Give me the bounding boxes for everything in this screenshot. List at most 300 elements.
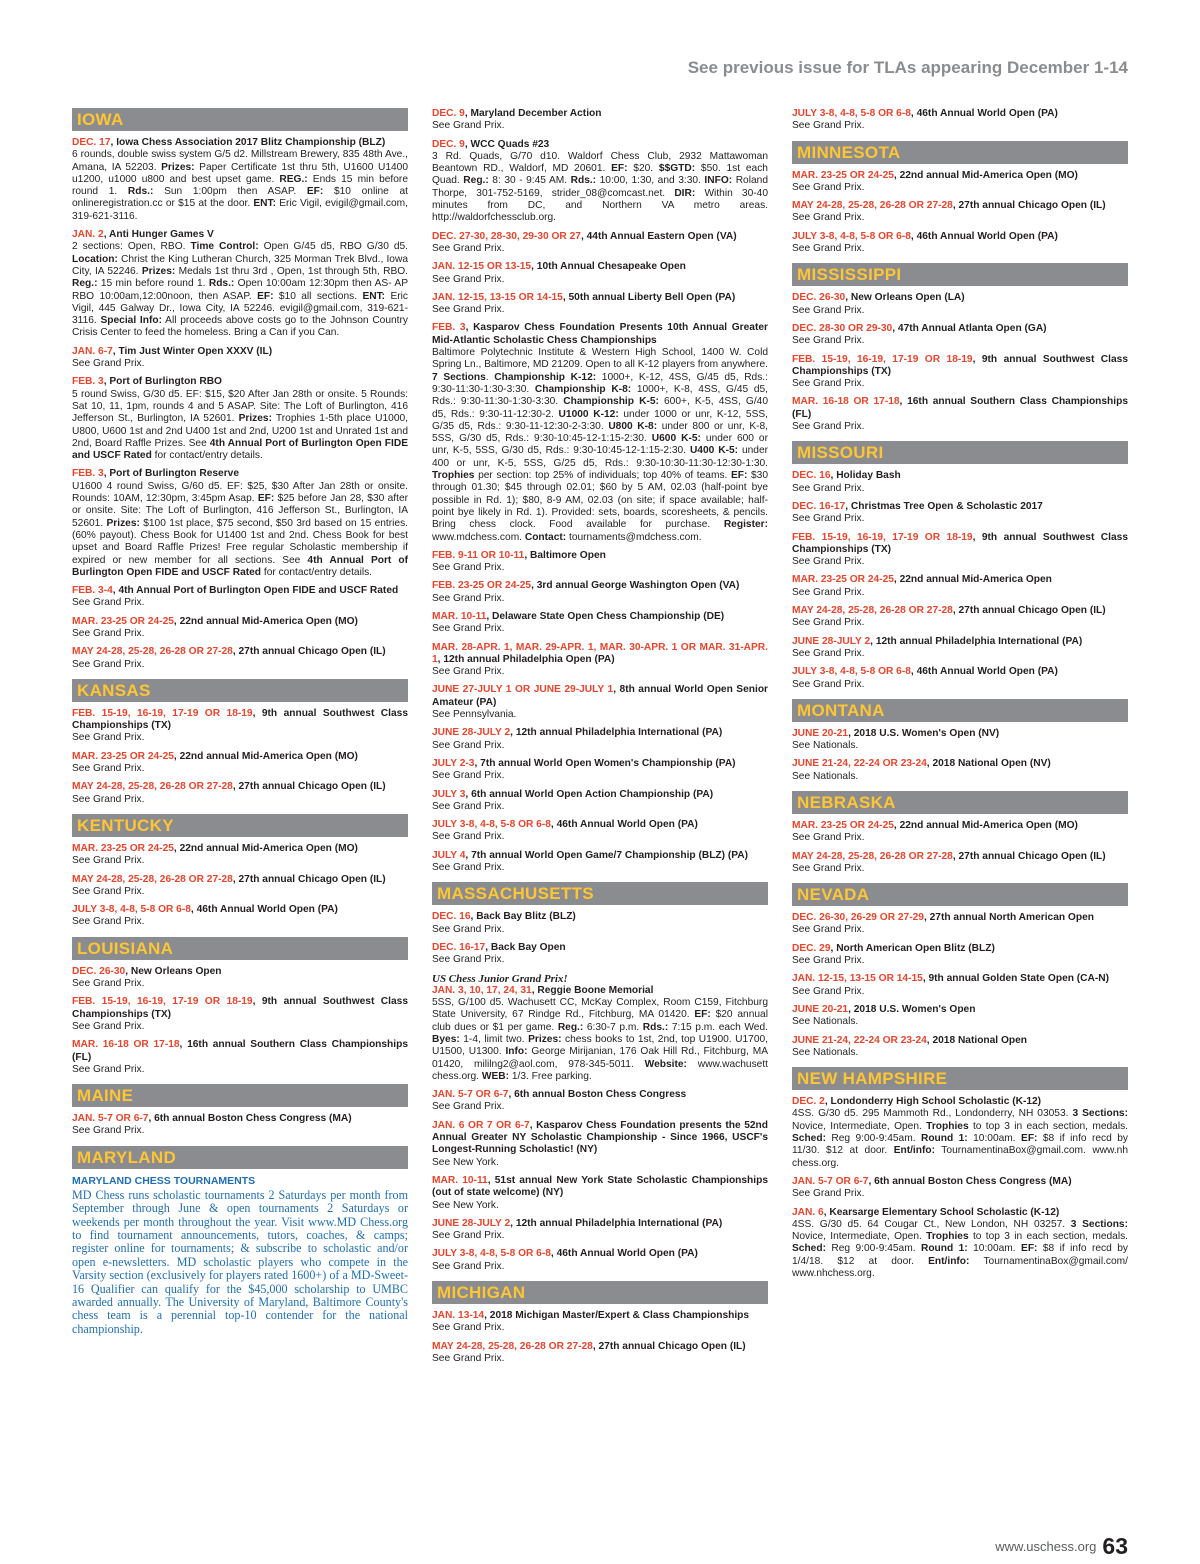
event-listing: [792, 973, 1128, 998]
event-title: Iowa Chess Association 2017 Blitz Championship (BLZ): [116, 137, 386, 148]
event-title: 6th annual Boston Chess Congress (MA): [154, 1113, 352, 1125]
event-separator: ,: [190, 904, 197, 916]
state-header: MARYLAND: [72, 1146, 408, 1169]
event-date: MAY 24-28, 25-28, 26-28 OR 27-28: [792, 605, 953, 617]
event-listing: [792, 851, 1128, 876]
detail-text: Baltimore Polytechnic Institute & Western High School, 1400 W. Cold Spring Ln., Baltimore, MD 21209. Open to all K-12 players from anywhere.: [432, 347, 768, 371]
event-title: Holiday Bash: [836, 470, 901, 482]
event-separator: ,: [531, 984, 538, 996]
detail-text: Novice, Intermediate, Open.: [792, 1231, 927, 1243]
event-listing: [792, 1004, 1128, 1029]
event-separator: ,: [232, 873, 239, 885]
detail-text: 6:30-7 p.m.: [583, 1021, 643, 1033]
event-body: See Grand Prix.: [72, 1125, 145, 1137]
page-footer: [995, 1533, 1128, 1560]
state-header: KENTUCKY: [72, 814, 408, 837]
event-body: See Grand Prix.: [72, 1063, 145, 1075]
event-separator: ,: [845, 292, 851, 304]
detail-label: REG.:: [279, 173, 308, 185]
event-separator: ,: [848, 727, 854, 739]
event-title: 46th Annual World Open (PA): [196, 904, 338, 916]
detail-text: 15 min before round 1.: [97, 278, 209, 290]
detail-text: under 800 or unr, K-8, 5SS, G/30 d5, Rds.: 9:30-10:45-12-1:15-2:30.: [432, 420, 769, 445]
event-separator: ,: [179, 1039, 188, 1051]
event-title: 46th Annual World Open (PA): [916, 666, 1058, 678]
event-separator: ,: [173, 750, 180, 762]
event-listing: [432, 1120, 768, 1169]
detail-text: .: [485, 371, 495, 383]
event-date: MAY 24-28, 25-28, 26-28 OR 27-28: [72, 873, 233, 885]
detail-text: Eric Vigil, evigil@gmail.com, 319-621-3116.: [72, 198, 408, 222]
event-separator: ,: [613, 684, 620, 696]
state-section: [792, 883, 1128, 1059]
event-date: JULY 3-8, 4-8, 5-8 OR 6-8: [432, 1248, 551, 1260]
event-body: See Grand Prix.: [432, 1101, 505, 1113]
event-title: 22nd annual Mid-America Open (MO): [899, 169, 1078, 181]
event-listing: [432, 1310, 768, 1335]
event-title: Kasparov Chess Foundation Presents 10th Annual Greater Mid-Atlantic Scholastic Chess Championships: [432, 322, 768, 346]
event-listing: [432, 684, 768, 721]
detail-label: Championship K-12:: [494, 371, 597, 383]
detail-label: Prizes:: [161, 161, 195, 173]
detail-label: INFO:: [704, 175, 733, 187]
event-separator: ,: [910, 108, 917, 119]
event-title: 2018 Michigan Master/Expert & Class Championships: [489, 1310, 750, 1322]
detail-text: Reg 9:00-9:45am.: [825, 1243, 921, 1255]
event-listing: [432, 292, 768, 317]
event-title: 2018 U.S. Women's Open: [853, 1003, 976, 1015]
event-title: Port of Burlington RBO: [109, 376, 222, 388]
detail-label: Trophies: [926, 1231, 969, 1243]
event-separator: ,: [232, 781, 239, 793]
event-separator: ,: [899, 396, 908, 408]
event-listing: [432, 942, 768, 967]
event-date: MAY 24-28, 25-28, 26-28 OR 27-28: [792, 850, 953, 862]
detail-text: 2 sections: Open, RBO.: [72, 241, 191, 253]
event-separator: ,: [926, 1034, 933, 1046]
event-details: [432, 151, 768, 225]
detail-text: Novice, Intermediate, Open.: [792, 1120, 927, 1132]
detail-label: WEB:: [481, 1070, 510, 1082]
event-date: FEB. 15-19, 16-19, 17-19 OR 18-19: [72, 707, 253, 719]
event-details: [72, 149, 408, 223]
event-date: JAN. 12-15 OR 13-15: [432, 261, 532, 273]
detail-label: U1000 K-12:: [558, 408, 619, 420]
event-body: See Grand Prix.: [72, 855, 145, 867]
event-body: See Grand Prix.: [72, 1020, 145, 1032]
event-separator: ,: [823, 1206, 830, 1218]
event-title: 27th annual Chicago Open (IL): [238, 646, 386, 658]
event-body: See Grand Prix.: [432, 1260, 505, 1272]
event-date: MAR. 16-18 OR 17-18: [792, 396, 900, 408]
event-listing: [432, 1248, 768, 1273]
event-title: 22nd annual Mid-America Open (MO): [179, 842, 358, 854]
event-date: FEB. 3: [72, 468, 104, 480]
detail-label: ENT:: [253, 198, 277, 210]
event-separator: ,: [103, 229, 110, 241]
state-section: [792, 441, 1128, 690]
event-title: 51st annual New York State Scholastic Championships (out of state welcome) (NY): [432, 1174, 768, 1199]
event-listing: [72, 229, 408, 340]
event-date: FEB. 15-19, 16-19, 17-19 OR 18-19: [792, 531, 973, 543]
event-separator: ,: [550, 1248, 557, 1260]
detail-text: to top 3 in each section, medals.: [968, 1120, 1129, 1132]
detail-text: $20.: [627, 163, 659, 175]
detail-label: Ent/info:: [893, 1145, 935, 1157]
event-date: DEC. 16-17: [792, 500, 846, 512]
detail-label: Round 1:: [920, 1243, 968, 1255]
detail-text: per section: top 25% of individuals; top 40% of teams.: [474, 470, 731, 482]
event-date: JULY 3: [432, 788, 466, 800]
event-listing: [72, 751, 408, 776]
detail-label: EF:: [257, 493, 275, 505]
event-separator: ,: [972, 531, 982, 543]
event-separator: ,: [464, 138, 471, 150]
event-title: 27th annual Chicago Open (IL): [598, 1340, 746, 1352]
event-date: MAR. 10-11: [432, 1174, 488, 1186]
detail-text: Eric Vigil, 445 Galway Dr., Iowa City, IA 52246. evigil@gmail.com, 319-621- 3116.: [72, 290, 409, 327]
event-title: 12th annual Philadelphia International (PA): [515, 727, 723, 739]
event-body: See Grand Prix.: [72, 885, 145, 897]
event-separator: ,: [562, 291, 569, 303]
event-title: Baltimore Open: [529, 549, 606, 561]
event-listing: [792, 170, 1128, 195]
event-listing: [432, 727, 768, 752]
detail-text: $20 annual club dues or $1 per game.: [432, 1009, 768, 1033]
detail-label: DIR:: [674, 187, 696, 199]
detail-text: chess books to 1st, 2nd, top U1900. U1700, U1500, U1300.: [432, 1034, 768, 1058]
detail-text: George Mirijanian, 176 Oak Hill Rd., Fitchburg, MA 01420, mililng2@aol.com, 978-345-5011.: [432, 1046, 768, 1070]
event-listing: [72, 904, 408, 929]
event-separator: ,: [437, 653, 444, 665]
event-date: JULY 3-8, 4-8, 5-8 OR 6-8: [792, 666, 911, 678]
event-title: 27th annual Chicago Open (IL): [958, 200, 1106, 212]
state-section: [792, 699, 1128, 783]
event-listing: [792, 231, 1128, 256]
event-separator: ,: [529, 1119, 537, 1131]
detail-label: Special Info:: [100, 315, 162, 327]
page-number: 63: [1102, 1533, 1128, 1559]
event-body: See Grand Prix.: [792, 924, 865, 936]
detail-label: U800 K-8:: [608, 420, 658, 432]
event-separator: ,: [910, 666, 917, 678]
event-date: FEB. 3-4: [72, 585, 113, 597]
detail-text: 600+, K-5, 4SS, G/40 d5, Rds.: 9:30-11-12:30-2.: [432, 396, 768, 420]
detail-text: $25 before Jan 28, $30 after or onsite. Site: The Loft of Burlington, 416 Jefferson St., Burlington, IA 52601.: [72, 493, 408, 529]
event-title: 44th Annual Eastern Open (VA): [586, 230, 737, 242]
event-details: [792, 1108, 1128, 1169]
event-date: DEC. 9: [432, 108, 465, 119]
event-separator: ,: [923, 912, 930, 924]
event-title: Kearsarge Elementary School Scholastic (K-12): [829, 1206, 1060, 1218]
event-listing: [432, 1089, 768, 1114]
state-header: MASSACHUSETTS: [432, 882, 768, 905]
event-separator: ,: [845, 500, 851, 512]
event-date: JULY 3-8, 4-8, 5-8 OR 6-8: [792, 108, 911, 119]
event-separator: ,: [892, 322, 898, 334]
event-date: MAY 24-28, 25-28, 26-28 OR 27-28: [432, 1340, 593, 1352]
detail-text: to top 3 in each section, medals.: [968, 1231, 1129, 1243]
detail-label: Contact:: [524, 531, 567, 543]
detail-text: $30 through 01.30; $45 through 02.01; $60 by 5 AM, 02.03 (half-point bye possible in Rd. 1); $80, 8-9 AM, 02.03 (on site; if space available; half-point bye likely in Rd. 1). Provided: sets, boards, scoresheets, & pencils. Bring chess clock. Food available for purchase.: [432, 470, 769, 531]
event-title: 27th annual Chicago Open (IL): [958, 605, 1106, 617]
state-header: MINNESOTA: [792, 141, 1128, 164]
event-title: 16th annual Southern Class Championships (FL): [792, 396, 1128, 420]
event-listing: [792, 728, 1128, 753]
event-title: 12th annual Philadelphia International (PA): [875, 635, 1083, 647]
event-listing: [72, 137, 408, 223]
event-body: See Grand Prix.: [72, 916, 145, 928]
event-body: See Nationals.: [792, 1016, 859, 1028]
event-date: MAY 24-28, 25-28, 26-28 OR 27-28: [72, 646, 233, 658]
section-subheading: MARYLAND CHESS TOURNAMENTS: [72, 1174, 256, 1187]
event-listing: [432, 322, 768, 543]
event-title: 9th annual Southwest Class Championships (TX): [792, 353, 1128, 377]
event-title: 9th annual Southwest Class Championships (TX): [72, 996, 408, 1020]
event-title: 22nd annual Mid-America Open (MO): [179, 750, 358, 762]
event-body: See Grand Prix.: [432, 831, 505, 843]
event-body: See Grand Prix.: [792, 647, 865, 659]
detail-text: Paper Certificate 1st thru 5th, U1600 U1400 u1200, u1000 u800 and best upset game.: [72, 161, 408, 185]
event-listing: [792, 666, 1128, 691]
event-date: JULY 2-3: [432, 757, 475, 769]
event-date: MAR. 23-25 OR 24-25: [72, 615, 174, 627]
event-date: JAN. 6: [792, 1206, 824, 1218]
event-body: See Grand Prix.: [792, 586, 865, 598]
event-title: 9th annual Golden State Open (CA-N): [928, 973, 1110, 985]
state-header: MISSOURI: [792, 441, 1128, 464]
event-date: MAR. 23-25 OR 24-25: [72, 750, 174, 762]
detail-text: U1600 4 round Swiss, G/60 d5. EF: $25, $30 After Jan 28th or onsite. Rounds: 10AM, 12:30pm, 3:45pm Asap.: [72, 480, 408, 505]
event-separator: ,: [510, 727, 516, 739]
event-body: See Grand Prix.: [792, 556, 865, 568]
event-date: DEC. 26-30: [72, 965, 126, 977]
event-title: 6th annual Boston Chess Congress: [514, 1089, 687, 1101]
detail-label: Sched:: [792, 1133, 826, 1145]
event-listing: [72, 843, 408, 868]
event-body: See Grand Prix.: [432, 770, 505, 782]
event-date: JUNE 20-21: [792, 1003, 849, 1015]
event-body: See Grand Prix.: [432, 923, 505, 935]
detail-text: 1-4, limit two.: [459, 1034, 529, 1045]
event-date: JAN. 13-14: [432, 1310, 485, 1322]
detail-text: $50. 1st each Quad.: [432, 163, 768, 187]
state-header: KANSAS: [72, 679, 408, 702]
event-body: See Grand Prix.: [72, 793, 145, 805]
state-section: [432, 882, 768, 1273]
event-listing: [72, 708, 408, 745]
state-section: [792, 791, 1128, 875]
event-date: DEC. 17: [72, 137, 111, 148]
detail-label: Info:: [505, 1046, 528, 1058]
event-body: See Grand Prix.: [432, 862, 505, 874]
event-title: Londonderry High School Scholastic (K-12): [830, 1096, 1042, 1108]
event-date: MAR. 23-25 OR 24-25: [792, 574, 894, 586]
detail-label: Championship K-8:: [534, 383, 632, 395]
event-title: 46th Annual World Open (PA): [556, 1248, 698, 1260]
event-body: See Grand Prix.: [432, 623, 505, 635]
event-date: MAR. 28-APR. 1, MAR. 29-APR. 1, MAR. 30-APR. 1 OR MAR. 31-APR. 1: [432, 641, 768, 665]
event-listing: [432, 108, 768, 133]
event-listing: [792, 501, 1128, 526]
state-section: [792, 141, 1128, 256]
detail-label: 4th Annual Port of Burlington Open FIDE and USCF Rated: [72, 554, 408, 578]
event-separator: ,: [893, 819, 900, 831]
event-date: JAN. 12-15, 13-15 OR 14-15: [792, 973, 923, 985]
event-separator: ,: [252, 996, 262, 1008]
event-title: New Orleans Open (LA): [850, 292, 965, 304]
event-separator: ,: [484, 1310, 490, 1322]
event-listing: [792, 758, 1128, 783]
detail-text: for contact/entry details.: [151, 450, 263, 462]
event-separator: ,: [508, 1089, 515, 1101]
detail-text: 8: 30 - 9:45 AM.: [488, 175, 571, 187]
event-listing: [432, 611, 768, 636]
detail-text: 5 round Swiss, G/30 d5. EF: $15, $20 After Jan 28th or onsite. 5 Rounds: Sat 10, 11, 1pm, rounds 4 and 5 ASAP. Site: The Loft of Burlington, 416 Jefferson St., Burlington, IA 52601.: [72, 388, 408, 425]
event-title: Delaware State Open Chess Championship (DE): [492, 610, 725, 622]
detail-text: Medals 1st thru 3rd , Open, 1st through 5th, RBO.: [175, 265, 408, 277]
event-title: North American Open Blitz (BLZ): [836, 942, 995, 954]
event-body: See Grand Prix.: [792, 862, 865, 874]
event-date: JUNE 21-24, 22-24 OR 23-24: [792, 758, 927, 770]
event-date: DEC. 16: [432, 911, 471, 923]
event-date: DEC. 28-30 OR 29-30: [792, 322, 893, 334]
event-title: 2018 National Open (NV): [932, 758, 1051, 770]
state-header: NEW HAMPSHIRE: [792, 1067, 1128, 1090]
event-title: 3rd annual George Washington Open (VA): [536, 580, 740, 592]
detail-text: 10:00am.: [967, 1243, 1022, 1255]
event-separator: ,: [112, 345, 119, 357]
event-body: See Grand Prix.: [792, 678, 865, 690]
event-body: See Grand Prix.: [792, 832, 865, 844]
state-header: NEBRASKA: [792, 791, 1128, 814]
event-body: See Grand Prix.: [72, 658, 145, 670]
detail-label: Trophies: [926, 1120, 969, 1132]
event-details: [432, 997, 768, 1083]
event-title: 12th annual Philadelphia Open (PA): [443, 653, 615, 665]
detail-text: 5SS, G/100 d5. Wachusett CC, McKay Complex, Room C159, Fitchburg State University, 67 Rindge Rd., Fitchburg, MA 01420.: [432, 997, 768, 1021]
detail-text: 7:15 p.m. each Wed.: [668, 1021, 768, 1033]
detail-label: ENT:: [362, 290, 386, 302]
event-title: 2018 U.S. Women's Open (NV): [853, 727, 1000, 739]
event-title: 9th annual Southwest Class Championships (TX): [72, 707, 408, 732]
event-details: [432, 347, 768, 544]
detail-label: Rds.:: [127, 186, 154, 198]
event-separator: ,: [103, 376, 110, 388]
event-date: MAY 24-28, 25-28, 26-28 OR 27-28: [792, 200, 953, 212]
event-separator: ,: [465, 849, 472, 861]
detail-text: www.mdchess.com.: [432, 531, 525, 543]
event-date: JULY 3-8, 4-8, 5-8 OR 6-8: [72, 904, 191, 916]
event-separator: ,: [580, 230, 587, 242]
detail-text: TournamentinaBox@gmail.com. www.nh chess.org.: [792, 1145, 1129, 1169]
detail-label: EF:: [257, 290, 274, 302]
event-listing: [72, 346, 408, 371]
event-title: Back Bay Blitz (BLZ): [476, 911, 576, 923]
event-separator: ,: [524, 549, 530, 561]
state-section: [792, 108, 1128, 133]
event-body: See Grand Prix.: [792, 212, 865, 224]
state-header: IOWA: [72, 108, 408, 131]
event-separator: ,: [464, 108, 471, 119]
event-body: See Nationals.: [792, 770, 859, 782]
footer-site: www.uschess.org: [995, 1539, 1097, 1554]
event-date: JAN. 12-15, 13-15 OR 14-15: [432, 291, 563, 303]
event-listing: [432, 1218, 768, 1243]
event-separator: ,: [485, 941, 491, 953]
event-title: 7th annual World Open Women's Championship (PA): [480, 757, 736, 769]
event-date: FEB. 23-25 OR 24-25: [432, 580, 532, 592]
event-date: DEC. 2: [792, 1096, 825, 1108]
event-body: See Grand Prix.: [432, 666, 505, 678]
event-body: See Grand Prix.: [792, 181, 865, 193]
event-listing: [432, 819, 768, 844]
event-listing: [792, 1096, 1128, 1170]
event-date: JULY 4: [432, 849, 466, 861]
event-body: See Nationals.: [792, 1046, 859, 1058]
event-separator: ,: [110, 137, 117, 148]
event-listing: [792, 108, 1128, 133]
state-header: MONTANA: [792, 699, 1128, 722]
event-listing: [432, 973, 768, 1084]
event-body: See Grand Prix.: [432, 120, 505, 132]
event-body: See Grand Prix.: [432, 273, 505, 285]
detail-label: 3 Sections:: [1072, 1108, 1128, 1120]
event-title: 22nd annual Mid-America Open: [899, 574, 1052, 586]
event-listing: [72, 585, 408, 610]
event-date: MAR. 23-25 OR 24-25: [792, 169, 894, 181]
event-separator: ,: [465, 322, 474, 334]
detail-label: EF:: [1021, 1243, 1038, 1255]
detail-label: EF:: [611, 163, 628, 175]
event-separator: ,: [550, 819, 557, 831]
event-listing: [432, 1175, 768, 1212]
event-date: JUNE 20-21: [792, 727, 849, 739]
detail-label: EF:: [1021, 1133, 1038, 1145]
event-date: FEB. 9-11 OR 10-11: [432, 549, 525, 561]
event-separator: ,: [125, 965, 131, 977]
event-date: DEC. 26-30: [792, 292, 846, 304]
event-body: See Grand Prix.: [792, 985, 865, 997]
event-listing: [72, 874, 408, 899]
event-listing: [792, 1035, 1128, 1060]
event-date: JUNE 21-24, 22-24 OR 23-24: [792, 1034, 927, 1046]
event-body: See Grand Prix.: [792, 513, 865, 525]
event-listing: [792, 532, 1128, 569]
event-separator: ,: [486, 610, 493, 622]
event-date: DEC. 9: [432, 138, 465, 150]
event-listing: [72, 646, 408, 671]
detail-label: Prizes:: [141, 265, 176, 277]
state-section: [72, 1084, 408, 1138]
detail-text: 10:00am.: [967, 1133, 1022, 1145]
detail-label: Reg.:: [72, 278, 98, 290]
event-body: See Grand Prix.: [432, 1230, 505, 1242]
event-date: FEB. 15-19, 16-19, 17-19 OR 18-19: [72, 996, 253, 1008]
event-body: See Grand Prix.: [432, 242, 505, 254]
event-date: JULY 3-8, 4-8, 5-8 OR 6-8: [792, 230, 911, 242]
event-body: See Grand Prix.: [792, 335, 865, 347]
detail-text: 6 rounds, double swiss system G/5 d2. Millstream Brewery, 835 48th Ave., Amana, IA 52203.: [72, 149, 408, 173]
event-listing: [792, 943, 1128, 968]
event-details: [72, 481, 408, 579]
detail-text: $8 if info recd by 11/30. $12 at door.: [792, 1133, 1128, 1157]
event-title: Port of Burlington Reserve: [109, 468, 239, 480]
event-separator: ,: [531, 261, 537, 273]
event-listing: [432, 911, 768, 936]
detail-text: Open G/45 d5, RBO G/30 d5.: [258, 241, 409, 253]
event-listing: [792, 323, 1128, 348]
